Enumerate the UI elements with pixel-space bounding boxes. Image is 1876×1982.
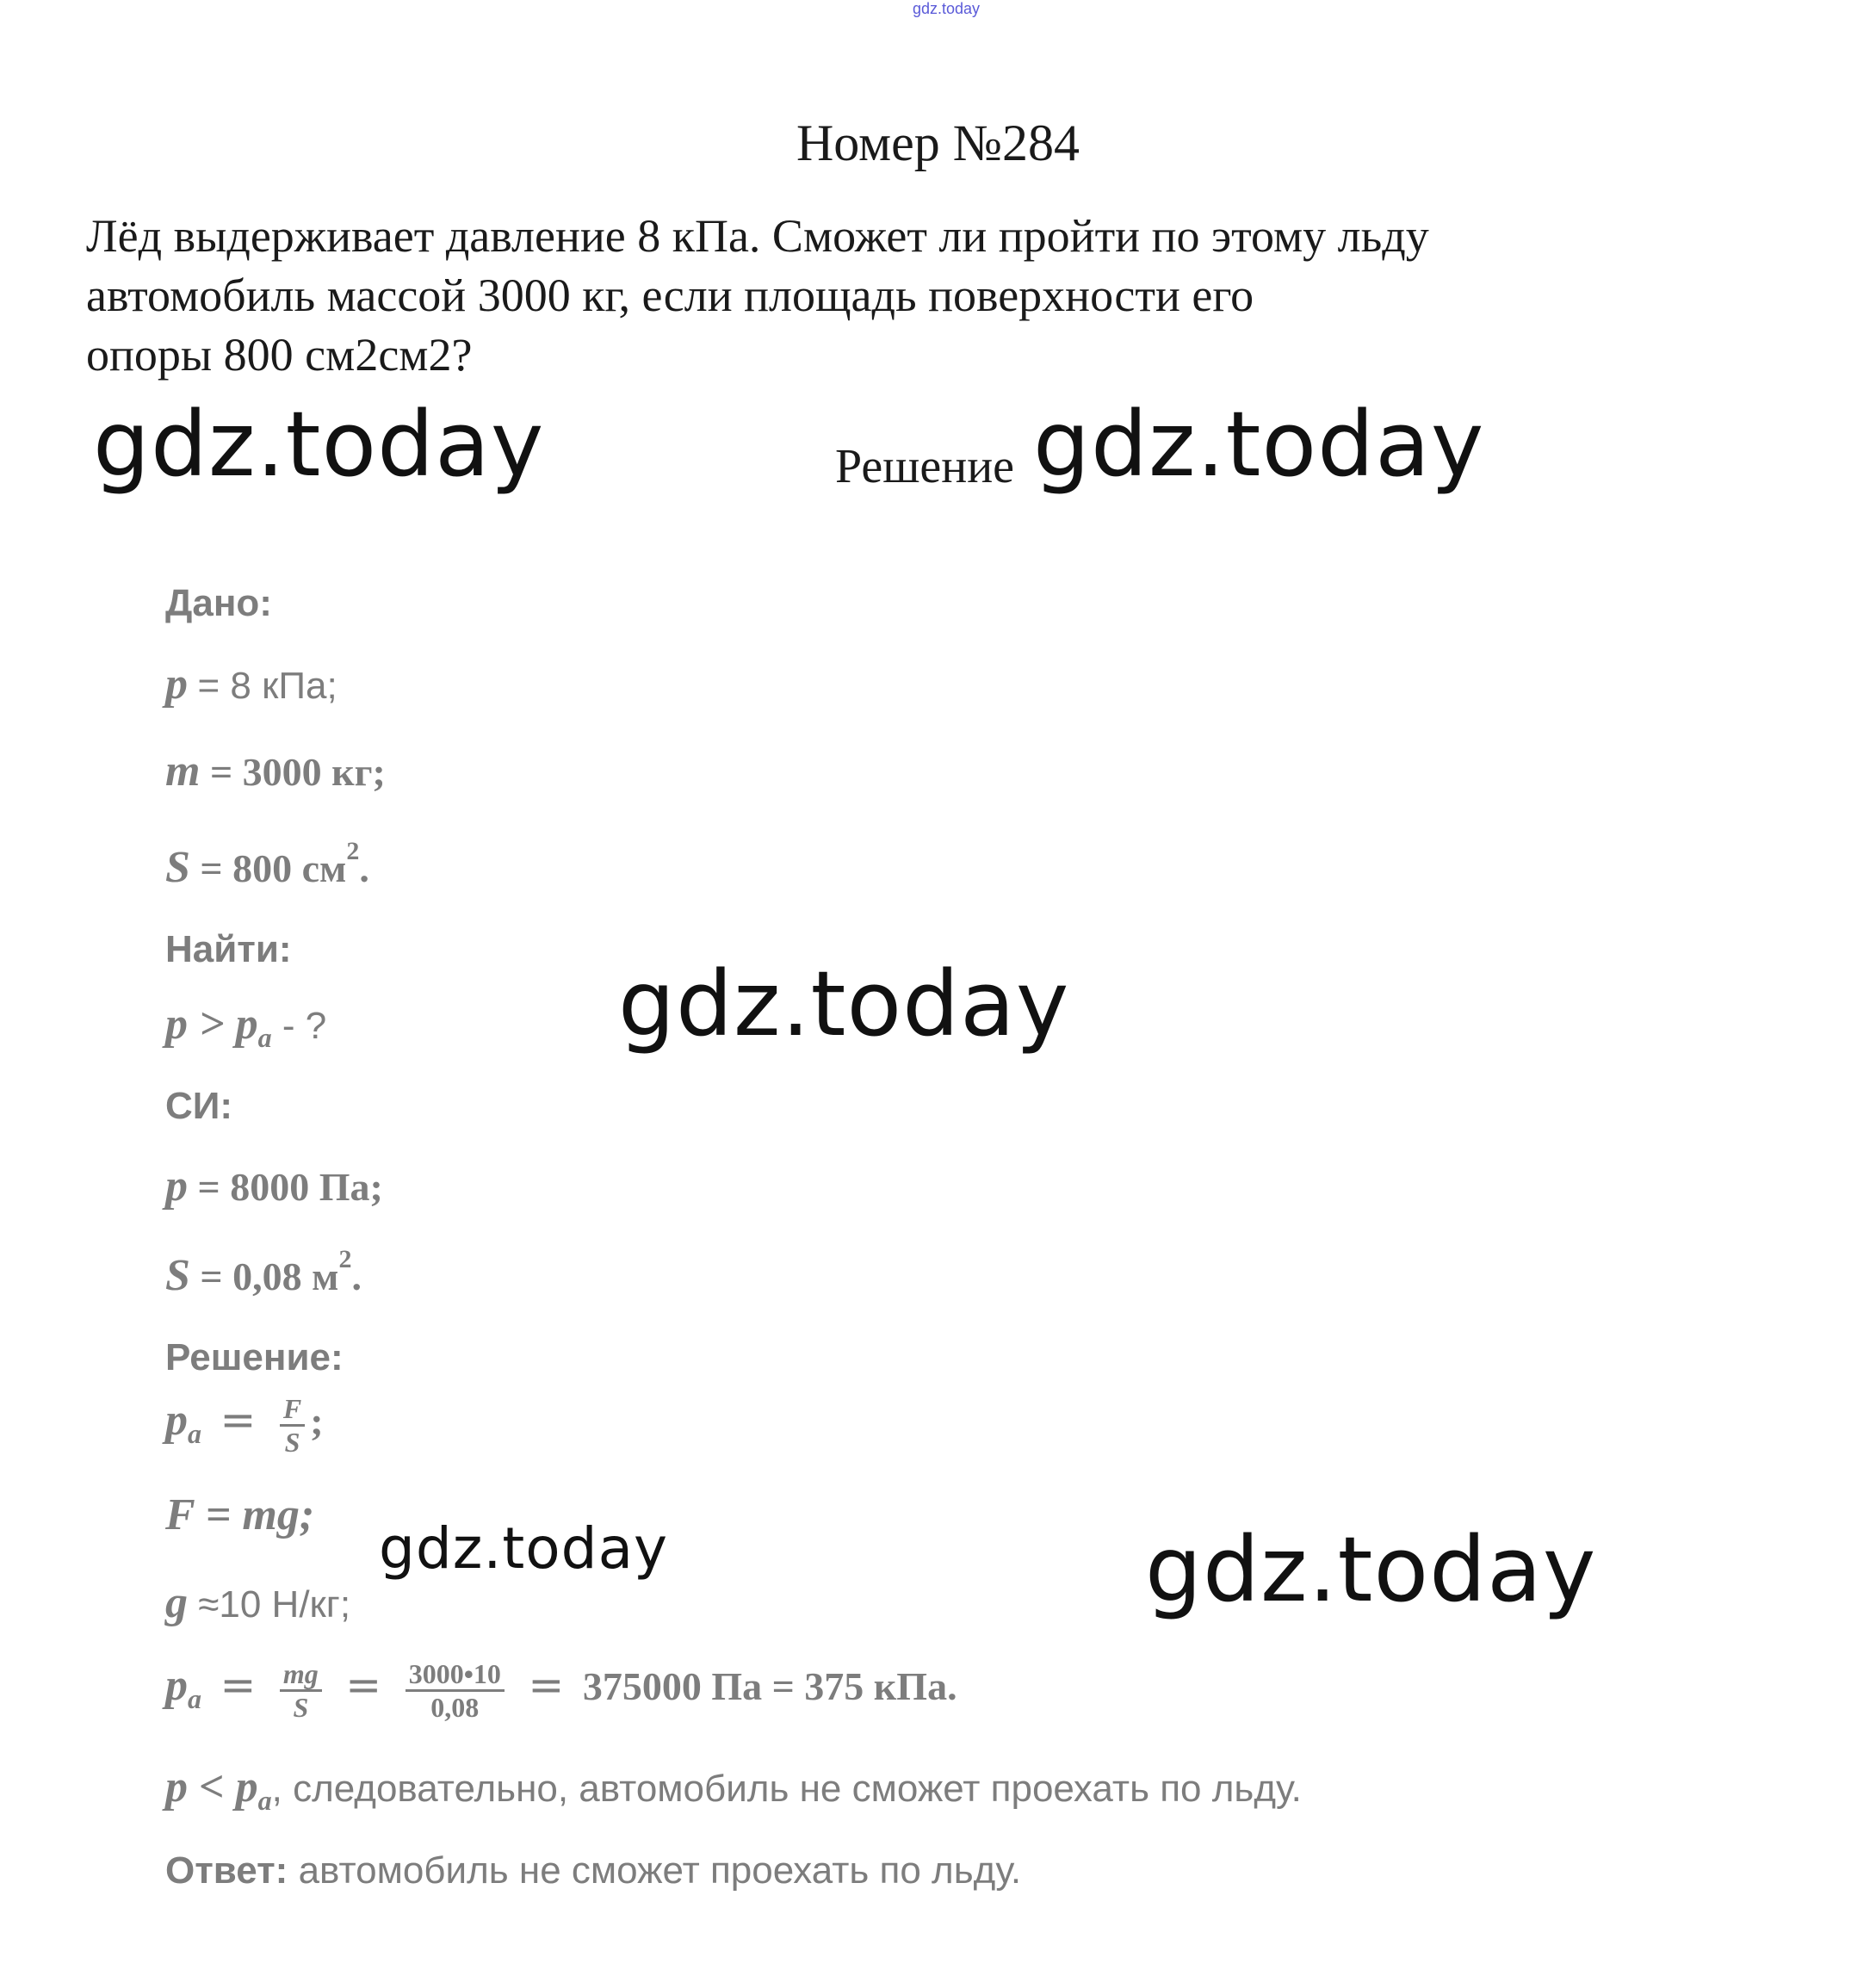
si-area: S = 0,08 $м^2$. (165, 1245, 362, 1300)
given-mass: m = 3000 кг; (165, 746, 386, 796)
watermark: gdz.today (93, 392, 545, 497)
problem-line: автомобиль массой 3000 кг, если площадь поверхности его (86, 269, 1254, 321)
formula-pressure: $p_a$ = $\frac{F}{S}$ ; (165, 1393, 324, 1458)
given-area: S = 800 $см^2$. (165, 837, 369, 892)
find-expression: $p > p_a$ - ? (165, 1000, 327, 1053)
conclusion: $p < p_a$, следовательно, автомобиль не сможет проехать по льду. (165, 1762, 1302, 1816)
solution-heading: Решение (835, 440, 1015, 493)
si-label: СИ: (165, 1085, 233, 1127)
watermark: gdz.today (618, 951, 1070, 1056)
formula-gravity: g ≈10 Н/кг; (165, 1578, 351, 1627)
given-pressure: p = 8 кПа; (165, 660, 337, 709)
watermark: gdz.today (1145, 1517, 1597, 1622)
problem-statement (86, 207, 1429, 385)
watermark: gdz.today (1033, 392, 1485, 497)
watermark: gdz.today (379, 1515, 669, 1582)
given-label: Дано: (165, 582, 272, 624)
answer: Ответ: автомобиль не сможет проехать по льду. (165, 1849, 1022, 1892)
site-mark: gdz.today (913, 0, 981, 17)
page-title: Номер №284 (796, 115, 1080, 171)
find-label: Найти: (165, 928, 292, 970)
solution-label: Решение: (165, 1336, 344, 1378)
formula-calculation: $p_a$ = $\frac{mg}{S}$ = $\frac{3000•10}{0,08}$ = 375000 Па = 375 кПа. (165, 1658, 957, 1723)
si-pressure: p = 8000 Па; (165, 1161, 383, 1211)
formula-force: F = mg; (165, 1490, 315, 1539)
problem-line: опоры 800 см2см2? (86, 329, 473, 381)
problem-line: Лёд выдерживает давление 8 кПа. Сможет ли пройти по этому льду (86, 210, 1429, 262)
